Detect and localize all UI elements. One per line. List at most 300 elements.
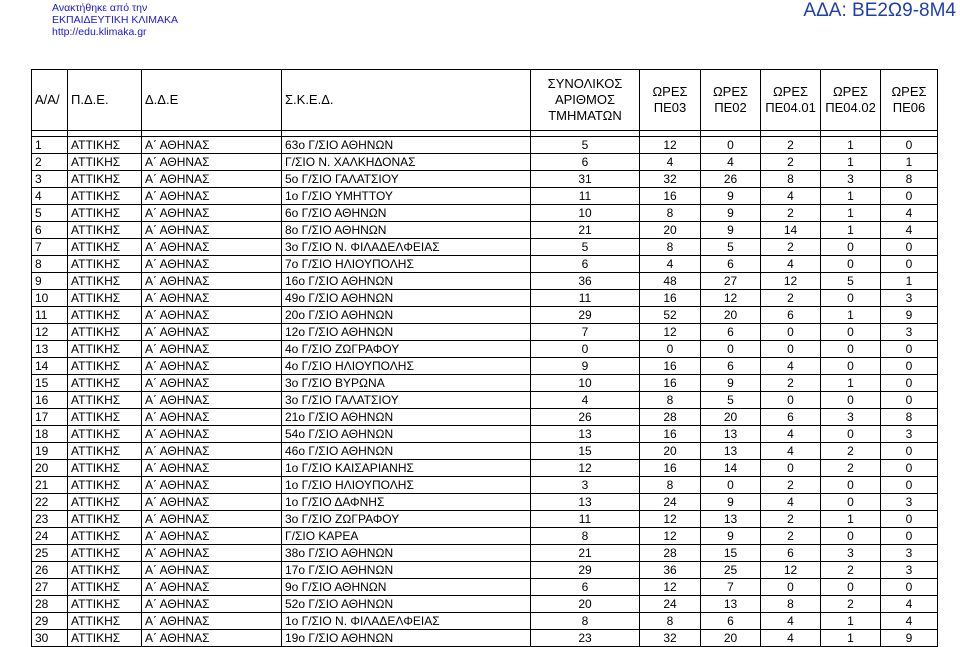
table-cell: ΑΤΤΙΚΗΣ xyxy=(68,528,142,545)
table-cell: 0 xyxy=(821,324,881,341)
table-cell: 28 xyxy=(32,596,68,613)
table-cell: 4 xyxy=(640,154,701,171)
table-cell: 1 xyxy=(821,188,881,205)
table-row xyxy=(32,443,938,460)
table-cell: 12 xyxy=(32,324,68,341)
table-cell: 5 xyxy=(701,239,761,256)
table-cell: 5 xyxy=(531,137,640,154)
table-row xyxy=(32,137,938,154)
table-row xyxy=(32,256,938,273)
table-cell: 16 xyxy=(640,426,701,443)
table-cell: 4 xyxy=(881,613,938,630)
header-aa: Α/Α/ xyxy=(32,70,68,131)
table-cell: ΑΤΤΙΚΗΣ xyxy=(68,545,142,562)
table-cell: 16 xyxy=(640,375,701,392)
table-cell: 24 xyxy=(640,494,701,511)
table-cell: 8 xyxy=(881,171,938,188)
table-cell: 31 xyxy=(531,171,640,188)
table-cell: 12ο Γ/ΣΙΟ ΑΘΗΝΩΝ xyxy=(282,324,531,341)
table-cell: ΑΤΤΙΚΗΣ xyxy=(68,443,142,460)
table-cell: ΑΤΤΙΚΗΣ xyxy=(68,341,142,358)
header-row xyxy=(32,70,938,131)
table-cell: 6ο Γ/ΣΙΟ ΑΘΗΝΩΝ xyxy=(282,205,531,222)
table-cell: 13 xyxy=(32,341,68,358)
table-cell: ΑΤΤΙΚΗΣ xyxy=(68,171,142,188)
table-cell: 32 xyxy=(640,630,701,647)
table-cell: 7 xyxy=(531,324,640,341)
table-cell: Α΄ ΑΘΗΝΑΣ xyxy=(142,171,282,188)
table-cell: ΑΤΤΙΚΗΣ xyxy=(68,307,142,324)
table-cell: Α΄ ΑΘΗΝΑΣ xyxy=(142,154,282,171)
table-cell: Α΄ ΑΘΗΝΑΣ xyxy=(142,460,282,477)
table-cell: 11 xyxy=(531,188,640,205)
table-row xyxy=(32,545,938,562)
table-cell: 22 xyxy=(32,494,68,511)
table-row xyxy=(32,205,938,222)
table-cell: 13 xyxy=(701,443,761,460)
table-row xyxy=(32,579,938,596)
table-cell: 5 xyxy=(32,205,68,222)
table-cell: 1 xyxy=(821,511,881,528)
table-cell: 12 xyxy=(640,511,701,528)
table-cell: ΑΤΤΙΚΗΣ xyxy=(68,137,142,154)
table-cell: ΑΤΤΙΚΗΣ xyxy=(68,579,142,596)
table-cell: 4 xyxy=(761,613,821,630)
table-cell: 23 xyxy=(531,630,640,647)
header-pe0401: ΩΡΕΣ ΠΕ04.01 xyxy=(761,70,821,131)
table-cell: 1ο Γ/ΣΙΟ ΗΛΙΟΥΠΟΛΗΣ xyxy=(282,477,531,494)
table-cell: ΑΤΤΙΚΗΣ xyxy=(68,273,142,290)
table-cell: 1 xyxy=(821,222,881,239)
table-cell: 2 xyxy=(761,239,821,256)
table-cell: 3ο Γ/ΣΙΟ ΓΑΛΑΤΣΙΟΥ xyxy=(282,392,531,409)
source-watermark xyxy=(52,2,178,38)
table-cell: Α΄ ΑΘΗΝΑΣ xyxy=(142,596,282,613)
table-cell: 11 xyxy=(531,511,640,528)
header-pde: Π.Δ.Ε. xyxy=(68,70,142,131)
table-cell: Α΄ ΑΘΗΝΑΣ xyxy=(142,205,282,222)
table-cell: 0 xyxy=(881,511,938,528)
table-cell: 0 xyxy=(761,324,821,341)
table-cell: 1 xyxy=(821,154,881,171)
table-cell: 0 xyxy=(881,137,938,154)
table-cell: 6 xyxy=(32,222,68,239)
table-cell: Α΄ ΑΘΗΝΑΣ xyxy=(142,562,282,579)
table-row xyxy=(32,494,938,511)
table-row xyxy=(32,392,938,409)
table-cell: 0 xyxy=(881,392,938,409)
table-cell: ΑΤΤΙΚΗΣ xyxy=(68,460,142,477)
table-cell: 6 xyxy=(531,579,640,596)
table-cell: Α΄ ΑΘΗΝΑΣ xyxy=(142,443,282,460)
table-cell: 5 xyxy=(531,239,640,256)
table-cell: 26 xyxy=(32,562,68,579)
table-cell: 0 xyxy=(701,477,761,494)
table-cell: 8 xyxy=(531,613,640,630)
table-cell: 12 xyxy=(640,579,701,596)
table-cell: 8 xyxy=(761,596,821,613)
table-cell: Α΄ ΑΘΗΝΑΣ xyxy=(142,426,282,443)
table-cell: ΑΤΤΙΚΗΣ xyxy=(68,409,142,426)
header-pe02: ΩΡΕΣ ΠΕ02 xyxy=(701,70,761,131)
table-cell: 9 xyxy=(701,205,761,222)
table-cell: 0 xyxy=(881,528,938,545)
table-cell: Α΄ ΑΘΗΝΑΣ xyxy=(142,545,282,562)
table-cell: 3 xyxy=(821,171,881,188)
table-cell: 0 xyxy=(881,358,938,375)
table-row xyxy=(32,341,938,358)
table-cell: Α΄ ΑΘΗΝΑΣ xyxy=(142,392,282,409)
table-cell: 1 xyxy=(32,137,68,154)
table-cell: 0 xyxy=(531,341,640,358)
table-cell: 10 xyxy=(32,290,68,307)
table-row xyxy=(32,528,938,545)
table-cell: ΑΤΤΙΚΗΣ xyxy=(68,324,142,341)
table-cell: ΑΤΤΙΚΗΣ xyxy=(68,477,142,494)
table-cell: 27 xyxy=(32,579,68,596)
table-cell: 0 xyxy=(761,392,821,409)
table-cell: 20 xyxy=(701,409,761,426)
table-cell: 11 xyxy=(32,307,68,324)
table-cell: 0 xyxy=(881,375,938,392)
table-cell: ΑΤΤΙΚΗΣ xyxy=(68,256,142,273)
table-cell: 27 xyxy=(701,273,761,290)
table-cell: ΑΤΤΙΚΗΣ xyxy=(68,426,142,443)
table-cell: 6 xyxy=(701,324,761,341)
table-cell: 17ο Γ/ΣΙΟ ΑΘΗΝΩΝ xyxy=(282,562,531,579)
header-pe0402: ΩΡΕΣ ΠΕ04.02 xyxy=(821,70,881,131)
table-cell: 0 xyxy=(821,579,881,596)
table-cell: Α΄ ΑΘΗΝΑΣ xyxy=(142,477,282,494)
table-cell: 0 xyxy=(881,443,938,460)
table-cell: 8 xyxy=(640,205,701,222)
table-cell: 9 xyxy=(701,188,761,205)
table-cell: 48 xyxy=(640,273,701,290)
table-cell: 0 xyxy=(821,392,881,409)
table-cell: 24 xyxy=(32,528,68,545)
table-cell: 2 xyxy=(821,562,881,579)
table-cell: Α΄ ΑΘΗΝΑΣ xyxy=(142,290,282,307)
table-cell: ΑΤΤΙΚΗΣ xyxy=(68,205,142,222)
table-cell: 0 xyxy=(761,460,821,477)
table-cell: 12 xyxy=(640,324,701,341)
table-cell: 3 xyxy=(32,171,68,188)
table-cell: 9 xyxy=(701,222,761,239)
table-cell: 0 xyxy=(881,460,938,477)
table-cell: 4 xyxy=(761,630,821,647)
table-cell: 20 xyxy=(640,222,701,239)
table-row xyxy=(32,273,938,290)
table-cell: 0 xyxy=(701,137,761,154)
table-cell: 54ο Γ/ΣΙΟ ΑΘΗΝΩΝ xyxy=(282,426,531,443)
table-cell: 16 xyxy=(640,460,701,477)
table-cell: 0 xyxy=(821,239,881,256)
table-cell: 36 xyxy=(531,273,640,290)
table-cell: 6 xyxy=(761,307,821,324)
table-cell: 32 xyxy=(640,171,701,188)
table-cell: 1 xyxy=(881,154,938,171)
table-cell: 8 xyxy=(881,409,938,426)
table-cell: 0 xyxy=(821,494,881,511)
table-cell: 4 xyxy=(761,443,821,460)
table-cell: 12 xyxy=(640,528,701,545)
table-cell: 23 xyxy=(32,511,68,528)
table-cell: 20 xyxy=(640,443,701,460)
source-url-link[interactable]: http://edu.klimaka.gr xyxy=(52,26,147,38)
table-cell: ΑΤΤΙΚΗΣ xyxy=(68,154,142,171)
table-row xyxy=(32,562,938,579)
table-cell: 0 xyxy=(881,239,938,256)
table-cell: 30 xyxy=(32,630,68,647)
table-row xyxy=(32,613,938,630)
table-cell: 15 xyxy=(32,375,68,392)
table-cell: 6 xyxy=(761,409,821,426)
table-cell: 0 xyxy=(881,477,938,494)
table-cell: 2 xyxy=(821,596,881,613)
table-cell: 9ο Γ/ΣΙΟ ΑΘΗΝΩΝ xyxy=(282,579,531,596)
table-cell: 25 xyxy=(32,545,68,562)
table-cell: 52 xyxy=(640,307,701,324)
table-cell: 20 xyxy=(701,630,761,647)
table-cell: Α΄ ΑΘΗΝΑΣ xyxy=(142,324,282,341)
table-cell: 4 xyxy=(881,596,938,613)
table-cell: 21 xyxy=(32,477,68,494)
table-cell: 7 xyxy=(32,239,68,256)
table-cell: 2 xyxy=(32,154,68,171)
table-cell: 3 xyxy=(881,290,938,307)
table-cell: 1 xyxy=(821,375,881,392)
table-cell: 2 xyxy=(761,511,821,528)
table-cell: 7ο Γ/ΣΙΟ ΗΛΙΟΥΠΟΛΗΣ xyxy=(282,256,531,273)
table-cell: Α΄ ΑΘΗΝΑΣ xyxy=(142,222,282,239)
table-cell: 13 xyxy=(701,426,761,443)
table-cell: 4 xyxy=(761,494,821,511)
table-cell: Γ/ΣΙΟ Ν. ΧΑΛΚΗΔΟΝΑΣ xyxy=(282,154,531,171)
table-cell: Α΄ ΑΘΗΝΑΣ xyxy=(142,613,282,630)
table-cell: 3 xyxy=(821,545,881,562)
table-cell: 2 xyxy=(761,477,821,494)
table-cell: 4 xyxy=(881,205,938,222)
table-cell: 0 xyxy=(701,341,761,358)
table-row xyxy=(32,596,938,613)
table-cell: 4 xyxy=(761,256,821,273)
table-cell: 1 xyxy=(821,205,881,222)
table-cell: 6 xyxy=(701,256,761,273)
table-cell: Α΄ ΑΘΗΝΑΣ xyxy=(142,239,282,256)
table-cell: 8 xyxy=(531,528,640,545)
table-cell: 21 xyxy=(531,545,640,562)
table-cell: 2 xyxy=(761,205,821,222)
table-cell: 38ο Γ/ΣΙΟ ΑΘΗΝΩΝ xyxy=(282,545,531,562)
table-row xyxy=(32,324,938,341)
table-cell: 1 xyxy=(821,307,881,324)
table-cell: 12 xyxy=(640,137,701,154)
table-cell: 15 xyxy=(531,443,640,460)
table-cell: 0 xyxy=(821,256,881,273)
table-cell: 21 xyxy=(531,222,640,239)
table-cell: 4 xyxy=(761,188,821,205)
table-cell: 10 xyxy=(531,375,640,392)
table-cell: 16 xyxy=(640,358,701,375)
table-cell: ΑΤΤΙΚΗΣ xyxy=(68,375,142,392)
table-cell: 4 xyxy=(881,222,938,239)
table-cell: Α΄ ΑΘΗΝΑΣ xyxy=(142,511,282,528)
table-cell: ΑΤΤΙΚΗΣ xyxy=(68,613,142,630)
table-cell: 7 xyxy=(701,579,761,596)
table-cell: 8 xyxy=(32,256,68,273)
table-cell: ΑΤΤΙΚΗΣ xyxy=(68,494,142,511)
table-cell: 8 xyxy=(640,613,701,630)
table-cell: 11 xyxy=(531,290,640,307)
table-cell: 8 xyxy=(761,171,821,188)
table-cell: 1ο Γ/ΣΙΟ ΔΑΦΝΗΣ xyxy=(282,494,531,511)
table-cell: Γ/ΣΙΟ ΚΑΡΕΑ xyxy=(282,528,531,545)
table-cell: Α΄ ΑΘΗΝΑΣ xyxy=(142,307,282,324)
table-cell: ΑΤΤΙΚΗΣ xyxy=(68,511,142,528)
table-cell: 4 xyxy=(32,188,68,205)
table-cell: 3 xyxy=(531,477,640,494)
table-cell: Α΄ ΑΘΗΝΑΣ xyxy=(142,409,282,426)
table-cell: Α΄ ΑΘΗΝΑΣ xyxy=(142,341,282,358)
table-cell: 0 xyxy=(821,290,881,307)
table-cell: 13 xyxy=(531,494,640,511)
table-cell: 46ο Γ/ΣΙΟ ΑΘΗΝΩΝ xyxy=(282,443,531,460)
table-cell: 6 xyxy=(531,154,640,171)
table-cell: 21ο Γ/ΣΙΟ ΑΘΗΝΩΝ xyxy=(282,409,531,426)
table-cell: 16ο Γ/ΣΙΟ ΑΘΗΝΩΝ xyxy=(282,273,531,290)
table-cell: 8 xyxy=(640,477,701,494)
table-cell: 26 xyxy=(701,171,761,188)
table-cell: 6 xyxy=(701,613,761,630)
table-cell: Α΄ ΑΘΗΝΑΣ xyxy=(142,188,282,205)
table-cell: 2 xyxy=(821,460,881,477)
table-cell: 16 xyxy=(640,290,701,307)
ada-code: ΑΔΑ: ΒΕ2Ω9-8Μ4 xyxy=(803,0,956,21)
table-cell: 8 xyxy=(640,392,701,409)
table-body xyxy=(32,131,938,647)
table-cell: ΑΤΤΙΚΗΣ xyxy=(68,290,142,307)
table-cell: 13 xyxy=(701,511,761,528)
table-cell: 9 xyxy=(531,358,640,375)
table-cell: 1 xyxy=(821,630,881,647)
table-cell: 0 xyxy=(881,188,938,205)
table-row xyxy=(32,630,938,647)
table-row xyxy=(32,307,938,324)
table-cell: 63ο Γ/ΣΙΟ ΑΘΗΝΩΝ xyxy=(282,137,531,154)
table-cell: 12 xyxy=(761,273,821,290)
table-cell: 0 xyxy=(640,341,701,358)
table-cell: 49ο Γ/ΣΙΟ ΑΘΗΝΩΝ xyxy=(282,290,531,307)
table-cell: 2 xyxy=(761,290,821,307)
table-cell: Α΄ ΑΘΗΝΑΣ xyxy=(142,579,282,596)
table-cell: 3ο Γ/ΣΙΟ Ν. ΦΙΛΑΔΕΛΦΕΙΑΣ xyxy=(282,239,531,256)
table-cell: 4 xyxy=(531,392,640,409)
table-cell: 9 xyxy=(701,494,761,511)
table-cell: 0 xyxy=(821,528,881,545)
table-cell: Α΄ ΑΘΗΝΑΣ xyxy=(142,273,282,290)
table-cell: 1 xyxy=(821,613,881,630)
table-cell: 14 xyxy=(701,460,761,477)
table-cell: ΑΤΤΙΚΗΣ xyxy=(68,188,142,205)
table-row xyxy=(32,154,938,171)
table-cell: 26 xyxy=(531,409,640,426)
table-cell: 28 xyxy=(640,545,701,562)
table-row xyxy=(32,171,938,188)
table-cell: ΑΤΤΙΚΗΣ xyxy=(68,630,142,647)
table-cell: 0 xyxy=(821,426,881,443)
table-cell: ΑΤΤΙΚΗΣ xyxy=(68,222,142,239)
table-cell: 1 xyxy=(881,273,938,290)
table-cell: 0 xyxy=(761,579,821,596)
table-cell: 6 xyxy=(701,358,761,375)
table-row xyxy=(32,426,938,443)
table-cell: 0 xyxy=(761,341,821,358)
table-cell: 0 xyxy=(821,341,881,358)
table-cell: 4 xyxy=(761,358,821,375)
table-cell: 2 xyxy=(761,137,821,154)
table-cell: Α΄ ΑΘΗΝΑΣ xyxy=(142,375,282,392)
table-cell: ΑΤΤΙΚΗΣ xyxy=(68,392,142,409)
table-cell: 2 xyxy=(761,154,821,171)
table-cell: 19 xyxy=(32,443,68,460)
table-cell: Α΄ ΑΘΗΝΑΣ xyxy=(142,137,282,154)
table-cell: 5 xyxy=(701,392,761,409)
table-cell: 8ο Γ/ΣΙΟ ΑΘΗΝΩΝ xyxy=(282,222,531,239)
table-cell: 4 xyxy=(701,154,761,171)
table-row xyxy=(32,290,938,307)
table-row xyxy=(32,460,938,477)
table-cell: 20ο Γ/ΣΙΟ ΑΘΗΝΩΝ xyxy=(282,307,531,324)
table-cell: 9 xyxy=(881,307,938,324)
table-cell: 29 xyxy=(531,307,640,324)
table-row xyxy=(32,409,938,426)
table-cell: 0 xyxy=(821,358,881,375)
table-cell: 16 xyxy=(32,392,68,409)
table-cell: 1ο Γ/ΣΙΟ ΥΜΗΤΤΟΥ xyxy=(282,188,531,205)
table-row xyxy=(32,239,938,256)
table-cell: 10 xyxy=(531,205,640,222)
table-cell: 25 xyxy=(701,562,761,579)
source-link[interactable] xyxy=(52,26,178,38)
table-cell: 14 xyxy=(761,222,821,239)
table-cell: 3 xyxy=(881,426,938,443)
table-cell: 29 xyxy=(531,562,640,579)
table-cell: 8 xyxy=(640,239,701,256)
table-cell: 5ο Γ/ΣΙΟ ΓΑΛΑΤΣΙΟΥ xyxy=(282,171,531,188)
table-cell: ΑΤΤΙΚΗΣ xyxy=(68,596,142,613)
table-cell: 4 xyxy=(761,426,821,443)
table-cell: 9 xyxy=(32,273,68,290)
table-cell: 3 xyxy=(881,494,938,511)
table-cell: 0 xyxy=(881,341,938,358)
table-cell: 0 xyxy=(881,256,938,273)
table-cell: 16 xyxy=(640,188,701,205)
table-cell: 18 xyxy=(32,426,68,443)
table-cell: 20 xyxy=(32,460,68,477)
table-cell: ΑΤΤΙΚΗΣ xyxy=(68,562,142,579)
table-cell: 36 xyxy=(640,562,701,579)
table-cell: 3ο Γ/ΣΙΟ ΖΩΓΡΑΦΟΥ xyxy=(282,511,531,528)
table-cell: Α΄ ΑΘΗΝΑΣ xyxy=(142,630,282,647)
table-cell: Α΄ ΑΘΗΝΑΣ xyxy=(142,256,282,273)
header-sked: Σ.Κ.Ε.Δ. xyxy=(282,70,531,131)
table-cell: 0 xyxy=(821,477,881,494)
table-cell: 3 xyxy=(881,324,938,341)
table-row xyxy=(32,188,938,205)
table-cell: 17 xyxy=(32,409,68,426)
table-cell: 1 xyxy=(821,137,881,154)
table-cell: 4 xyxy=(640,256,701,273)
